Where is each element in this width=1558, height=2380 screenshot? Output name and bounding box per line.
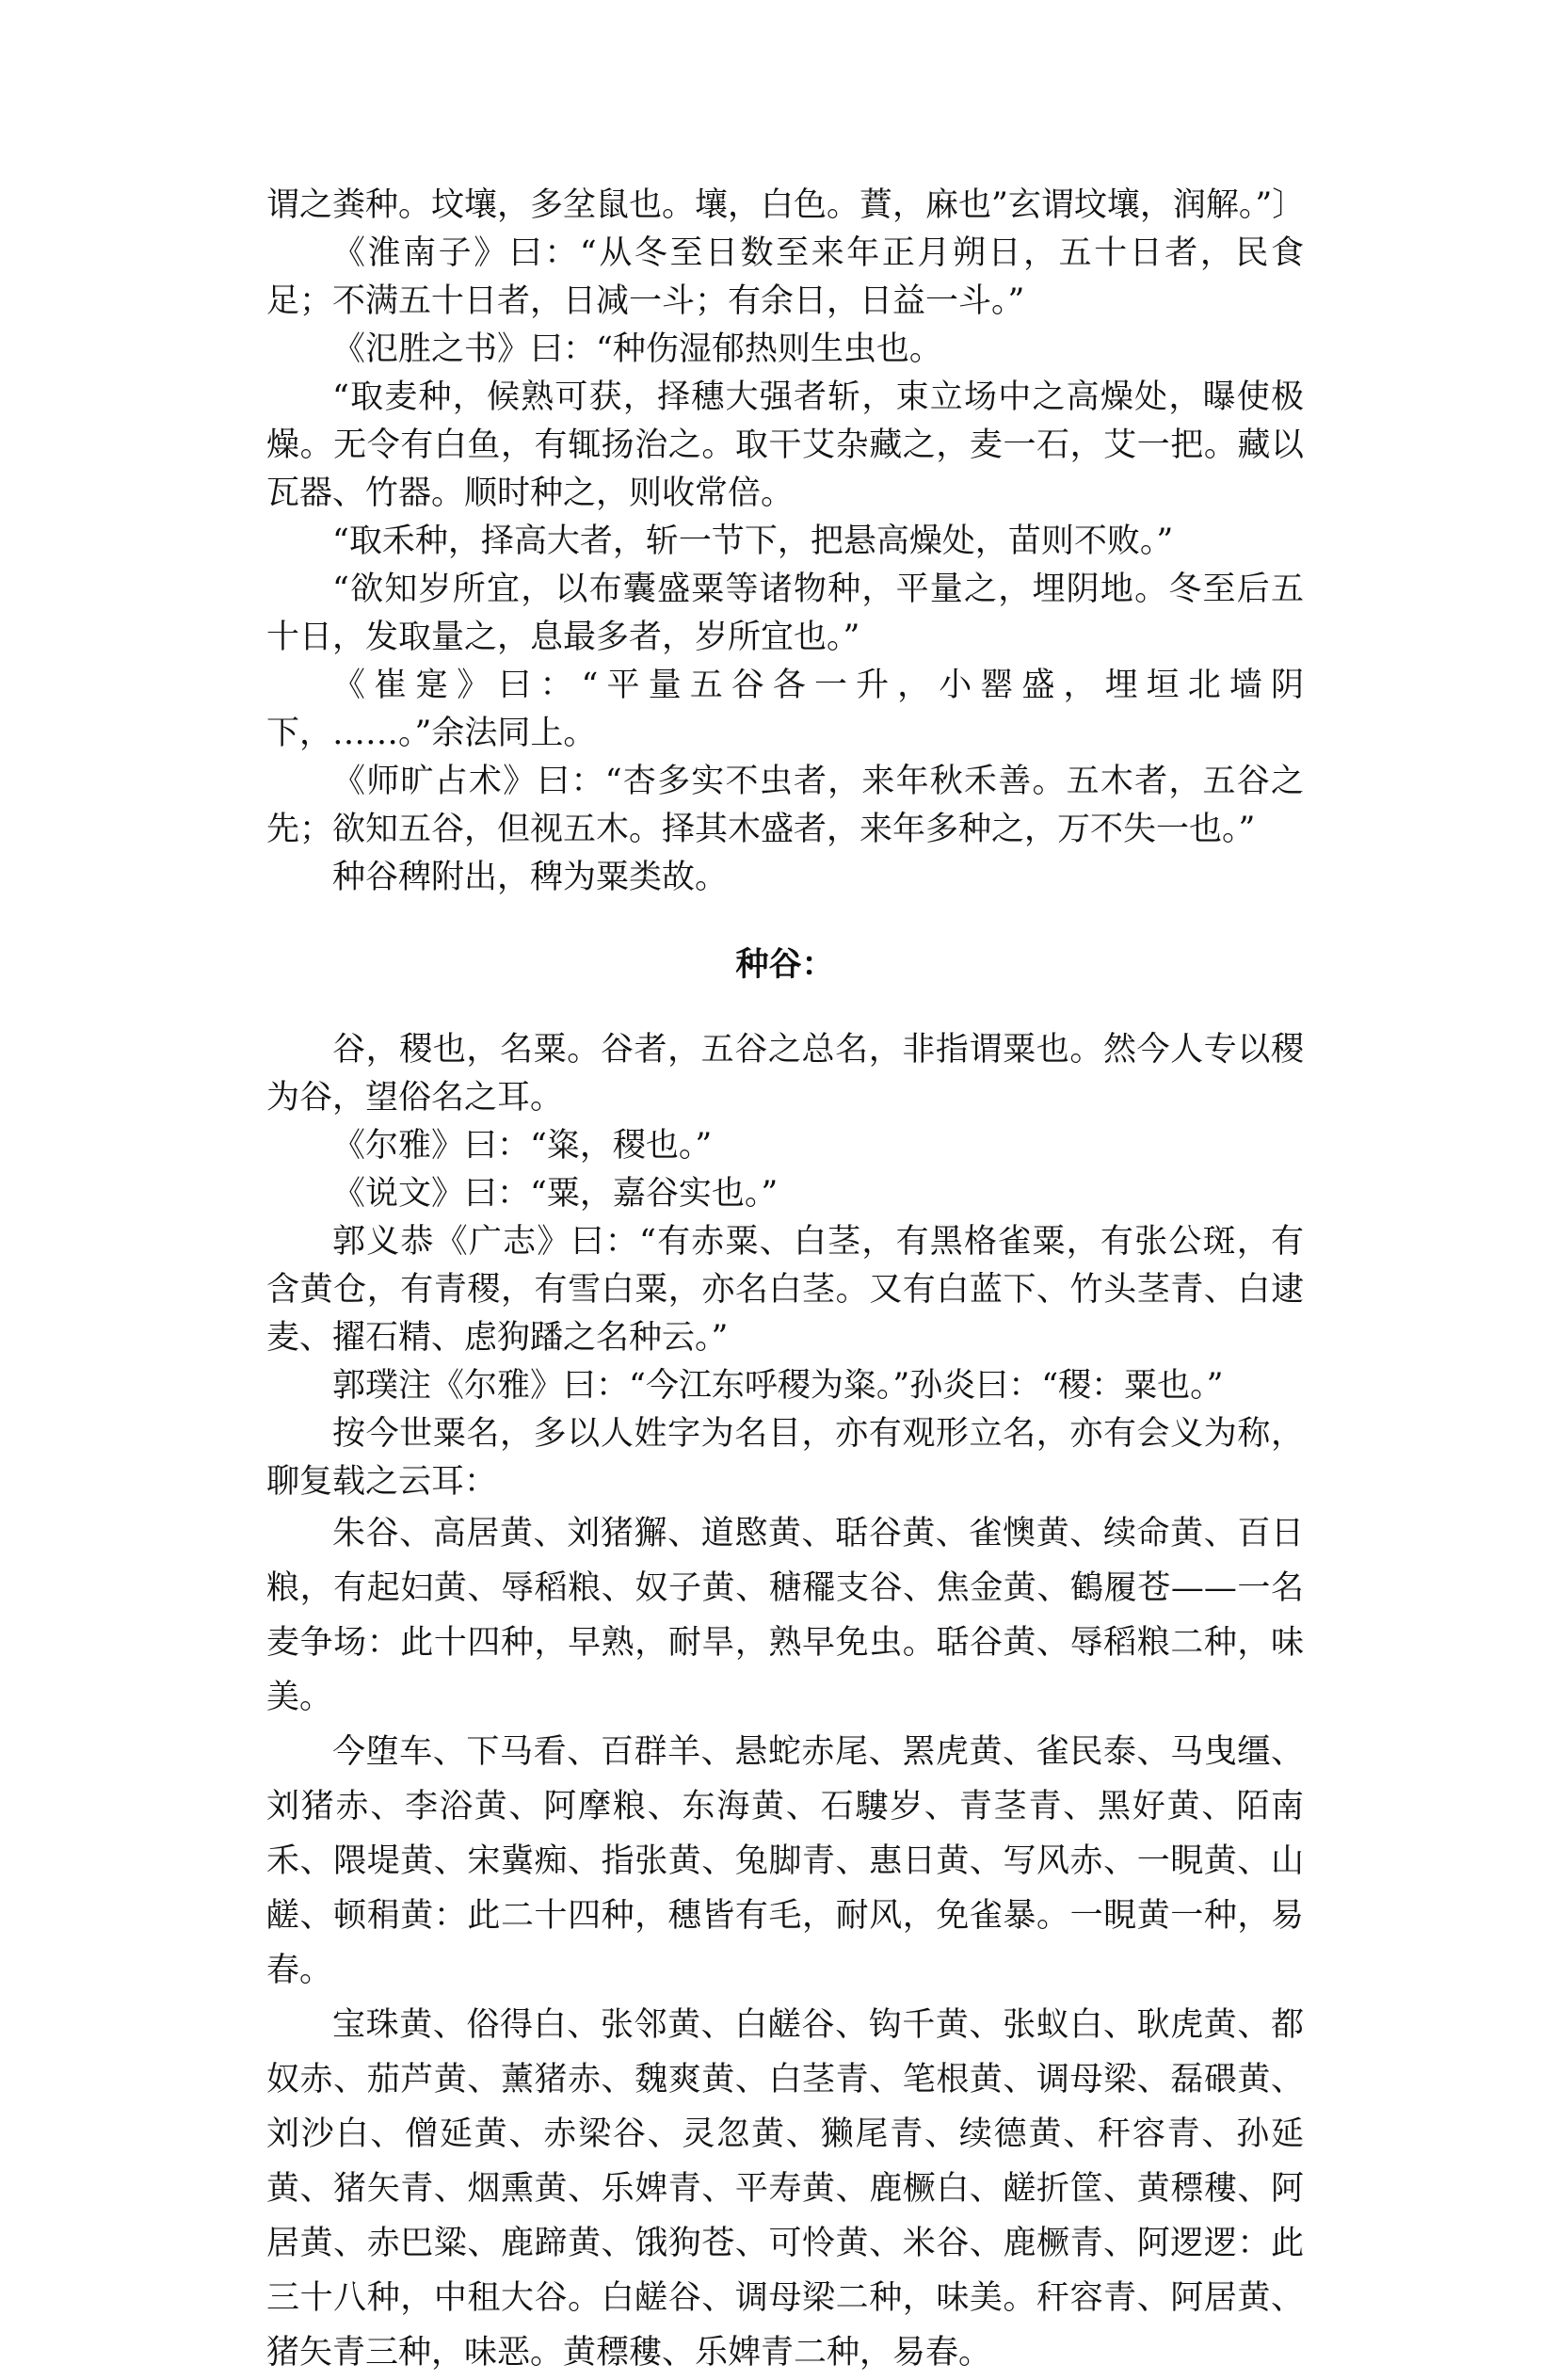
paragraph-guopu: 郭璞注《尔雅》曰：“今江东呼稷为粢。”孙炎曰：“稷：粟也。”: [332, 1367, 1224, 1405]
paragraph-year-suitability: “欲知岁所宜，以布囊盛粟等诸物种，平量之，埋阴地。冬至后五十日，发取量之，息最多者，岁所宜也。”: [266, 571, 1304, 656]
paragraph-shikuang: 《师旷占术》曰：“杏多实不虫者，来年秋禾善。五木者，五谷之先；欲知五谷，但视五木。择其木盛者，来年多种之，万不失一也。”: [266, 763, 1304, 848]
paragraph-fourteen-varieties: 朱谷、高居黄、刘猪獬、道愍黄、聒谷黄、雀懊黄、续命黄、百日粮，有起妇黄、辱稻粮、奴子黄、䅯䆉支谷、焦金黄、鶴履苍——一名麦争场：此十四种，早熟，耐旱，熟早免虫。聒谷黄、辱稻粮二种，味美。: [266, 1515, 1304, 1716]
section-title: 种谷：: [735, 945, 835, 984]
paragraph-guangzhi: 郭义恭《广志》曰：“有赤粟、白茎，有黑格雀粟，有张公斑，有含黄仓，有青稷，有雪白粟，亦名白茎。又有白蓝下、竹头茎青、白逮麦、擢石精、虑狗蹯之名种云。”: [266, 1223, 1304, 1357]
paragraph-millet-definition: 谷，稷也，名粟。谷者，五谷之总名，非指谓粟也。然今人专以稷为谷，望俗名之耳。: [266, 1031, 1304, 1117]
paragraph-grain-seed: “取禾种，择高大者，斩一节下，把悬高燥处，苗则不败。”: [332, 523, 1174, 560]
paragraph-huainanzi: 《淮南子》曰：“从冬至日数至来年正月朔日，五十日者，民食足；不满五十日者，日减一斗；有余日，日益一斗。”: [266, 234, 1304, 320]
paragraph-shuowen: 《说文》曰：“粟，嘉谷实也。”: [332, 1175, 779, 1213]
paragraph-erya: 《尔雅》曰：“粢，稷也。”: [332, 1127, 713, 1165]
paragraph-millet-names-intro: 按今世粟名，多以人姓字为名目，亦有观形立名，亦有会义为称，聊复载之云耳：: [266, 1415, 1304, 1501]
paragraph-twentyfour-varieties: 今堕车、下马看、百群羊、悬蛇赤尾、罴虎黄、雀民泰、马曳缰、刘猪赤、李浴黄、阿摩粮、东海黄、石䮫岁、青茎青、黑好黄、陌南禾、隈堤黄、宋冀痴、指张黄、兔脚青、惠日黄、写风赤、一睍黄、山鹾、顿䅌黄：此二十四种，穗皆有毛，耐风，免雀暴。一睍黄一种，易春。: [266, 1733, 1304, 1989]
paragraph-fanshengzhi: 《氾胜之书》曰：“种伤湿郁热则生虫也。: [332, 330, 942, 368]
paragraph-wheat-seed: “取麦种，候熟可获，择穗大强者斩，束立场中之高燥处，曝使极燥。无令有白鱼，有辄扬治之。取干艾杂藏之，麦一石，艾一把。藏以瓦器、竹器。顺时种之，则收常倍。: [266, 378, 1304, 512]
paragraph-cuishi: 《崔寔》曰：“平量五谷各一升，小罂盛，埋垣北墙阴下，……。”余法同上。: [266, 667, 1304, 752]
paragraph-barnyard-note: 种谷稗附出，稗为粟类故。: [332, 859, 729, 896]
paragraph-continuation: 谓之粪种。坟壤，多坌鼠也。壤，白色。蕡，麻也”玄谓坟壤，润解。”〕: [266, 186, 1306, 224]
document-body: [266, 182, 1304, 2380]
paragraph-thirtyeight-varieties: 宝珠黄、俗得白、张邻黄、白鹾谷、钩千黄、张蚁白、耿虎黄、都奴赤、茄芦黄、薰猪赤、魏爽黄、白茎青、笔根黄、调母梁、磊碨黄、刘沙白、僧延黄、赤梁谷、灵忽黄、獭尾青、续德黄、秆容青、孙延黄、猪矢青、烟熏黄、乐婢青、平寿黄、鹿橛白、鹾折筐、黄䅺䅹、阿居黄、赤巴粱、鹿蹄黄、饿狗苍、可怜黄、米谷、鹿橛青、阿逻逻：此三十八种，中租大谷。白鹾谷、调母梁二种，味美。秆容青、阿居黄、猪矢青三种，味恶。黄䅺䅹、乐婢青二种，易春。: [266, 2006, 1304, 2372]
